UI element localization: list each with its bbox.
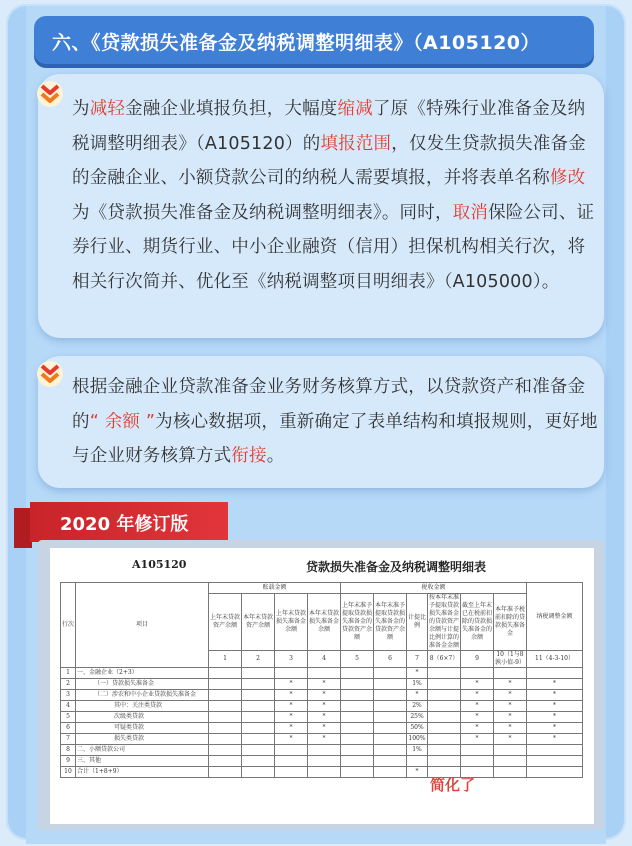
table-cell bbox=[209, 756, 242, 767]
table-cell: * bbox=[308, 723, 341, 734]
row-item: 可疑类贷款 bbox=[76, 723, 209, 734]
double-chevron-down-icon bbox=[36, 80, 64, 108]
table-row bbox=[61, 767, 583, 778]
header-tax: 税收金额 bbox=[341, 583, 527, 594]
table-cell: 50% bbox=[407, 723, 428, 734]
table-cell bbox=[428, 701, 461, 712]
table-cell: * bbox=[407, 690, 428, 701]
row-item: （二）涉农和中小企业贷款损失准备金 bbox=[76, 690, 209, 701]
table-cell bbox=[527, 668, 583, 679]
table-row bbox=[61, 712, 583, 723]
table-row bbox=[61, 701, 583, 712]
column-number: 11（4-3-10） bbox=[527, 651, 583, 668]
table-cell bbox=[242, 668, 275, 679]
table-cell: * bbox=[308, 734, 341, 745]
table-cell bbox=[308, 668, 341, 679]
table-cell: * bbox=[494, 734, 527, 745]
highlight-text: 衔接 bbox=[231, 446, 267, 466]
table-cell: * bbox=[494, 690, 527, 701]
table-cell: * bbox=[308, 679, 341, 690]
row-number: 4 bbox=[61, 701, 76, 712]
header-item: 项目 bbox=[76, 583, 209, 668]
row-number: 6 bbox=[61, 723, 76, 734]
table-cell bbox=[341, 723, 374, 734]
column-number: 3 bbox=[275, 651, 308, 668]
table-cell bbox=[209, 745, 242, 756]
row-item: 损失类贷款 bbox=[76, 734, 209, 745]
row-number: 7 bbox=[61, 734, 76, 745]
table-cell bbox=[209, 668, 242, 679]
row-item: 次级类贷款 bbox=[76, 712, 209, 723]
table-cell bbox=[242, 756, 275, 767]
table-row bbox=[61, 745, 583, 756]
table-cell bbox=[374, 767, 407, 778]
table-cell bbox=[428, 668, 461, 679]
column-number: 4 bbox=[308, 651, 341, 668]
column-header: 上年末贷款损失准备金余额 bbox=[275, 594, 308, 651]
column-number: 7 bbox=[407, 651, 428, 668]
double-chevron-down-icon bbox=[36, 360, 64, 388]
table-cell: * bbox=[461, 701, 494, 712]
table-cell bbox=[275, 767, 308, 778]
table-cell bbox=[341, 690, 374, 701]
table-row bbox=[61, 690, 583, 701]
table-row bbox=[61, 668, 583, 679]
table-cell: * bbox=[308, 690, 341, 701]
table-cell bbox=[428, 712, 461, 723]
highlight-text: 取消 bbox=[452, 202, 489, 223]
table-cell bbox=[428, 723, 461, 734]
table-cell: * bbox=[494, 679, 527, 690]
table-cell: 1% bbox=[407, 745, 428, 756]
highlight-text: 填报范围 bbox=[320, 133, 392, 154]
body-text: 了原《特殊行业准备金及纳税调整明细表》（A105120）的 bbox=[72, 99, 586, 154]
point-2-text bbox=[72, 370, 598, 474]
table-cell bbox=[209, 767, 242, 778]
table-cell: * bbox=[275, 712, 308, 723]
table-cell bbox=[242, 723, 275, 734]
table-cell bbox=[209, 701, 242, 712]
table-cell bbox=[242, 745, 275, 756]
table-cell: * bbox=[527, 712, 583, 723]
table-cell: * bbox=[527, 701, 583, 712]
column-header: 上年末准予提取贷款损失准备金的贷款资产余额 bbox=[341, 594, 374, 651]
highlight-text: 减轻 bbox=[89, 99, 126, 119]
table-cell bbox=[527, 756, 583, 767]
table-cell bbox=[209, 723, 242, 734]
table-cell bbox=[341, 745, 374, 756]
column-header: 本年准予税前扣除的贷款损失准备金 bbox=[494, 594, 527, 651]
table-cell: * bbox=[494, 712, 527, 723]
column-number: 10（1与8孰小值-9） bbox=[495, 651, 525, 666]
row-item: （一）贷款损失准备金 bbox=[76, 679, 209, 690]
body-text: 为《贷款损失准备金及纳税调整明细表》。同时， bbox=[72, 202, 453, 223]
table-cell bbox=[341, 712, 374, 723]
column-header: 本年末贷款资产余额 bbox=[242, 594, 275, 651]
highlight-text: 修改 bbox=[549, 168, 586, 188]
year-badge-label: 2020 年修订版 bbox=[60, 514, 189, 535]
column-header: 本年末贷款损失准备金余额 bbox=[308, 594, 341, 651]
table-cell bbox=[308, 745, 341, 756]
form-document bbox=[50, 548, 594, 824]
row-number: 5 bbox=[61, 712, 76, 723]
body-text: 根据金融企业贷款准备金业务财务核算方式，以贷款资产和准备金的 bbox=[72, 377, 586, 432]
table-row bbox=[61, 734, 583, 745]
table-cell bbox=[428, 756, 461, 767]
table-cell bbox=[428, 734, 461, 745]
annotation-simplified: 简化了 bbox=[430, 776, 476, 794]
header-book: 账载金额 bbox=[209, 583, 341, 594]
table-cell bbox=[428, 745, 461, 756]
column-number: 2 bbox=[242, 651, 275, 668]
table-cell bbox=[341, 701, 374, 712]
row-number: 3 bbox=[61, 690, 76, 701]
table-cell: * bbox=[461, 723, 494, 734]
table-cell bbox=[461, 756, 494, 767]
table-cell bbox=[242, 734, 275, 745]
table-cell: * bbox=[407, 668, 428, 679]
table-cell bbox=[308, 756, 341, 767]
table-cell bbox=[527, 745, 583, 756]
table-cell bbox=[374, 668, 407, 679]
highlight-text: 缩减 bbox=[337, 99, 373, 119]
table-cell: * bbox=[275, 679, 308, 690]
table-row bbox=[61, 679, 583, 690]
header-row-no: 行次 bbox=[61, 583, 76, 668]
table-cell bbox=[374, 701, 407, 712]
table-cell: * bbox=[527, 734, 583, 745]
table-cell bbox=[209, 679, 242, 690]
form-title: 贷款损失准备金及纳税调整明细表 bbox=[306, 560, 487, 574]
column-number: 1 bbox=[209, 651, 242, 668]
table-cell: * bbox=[275, 723, 308, 734]
table-cell bbox=[374, 745, 407, 756]
table-cell bbox=[461, 745, 494, 756]
table-cell: 2% bbox=[407, 701, 428, 712]
table-cell bbox=[428, 679, 461, 690]
table-cell: 1% bbox=[407, 679, 428, 690]
table-cell bbox=[242, 690, 275, 701]
column-number: 6 bbox=[374, 651, 407, 668]
table-cell bbox=[527, 767, 583, 778]
table-cell bbox=[374, 756, 407, 767]
body-text: 为 bbox=[72, 99, 90, 119]
year-badge bbox=[30, 502, 228, 542]
table-cell bbox=[341, 679, 374, 690]
body-text: 为核心数据项，重新确定了表单结构和填报规则，更好地与企业财务核算方式 bbox=[72, 411, 598, 466]
table-cell: * bbox=[527, 723, 583, 734]
table-cell bbox=[494, 767, 527, 778]
column-header: 计提比例 bbox=[407, 594, 428, 651]
table-cell bbox=[494, 756, 527, 767]
row-number: 2 bbox=[61, 679, 76, 690]
table-cell bbox=[374, 690, 407, 701]
body-text: 保险公司、证券行业、期货行业、中小企业融资（信用）担保机构相关行次，将相关行次简并、优化至《纳税调整项目明细表》（A105000）。 bbox=[72, 202, 595, 292]
table-cell bbox=[242, 701, 275, 712]
table-cell bbox=[242, 679, 275, 690]
section-title-bar bbox=[34, 16, 594, 64]
column-number: 5 bbox=[341, 651, 374, 668]
table-cell bbox=[275, 745, 308, 756]
column-header: 本年末准予提取贷款损失准备金的贷款资产余额 bbox=[374, 594, 407, 651]
table-cell bbox=[209, 712, 242, 723]
table-cell: * bbox=[461, 734, 494, 745]
table-cell bbox=[242, 712, 275, 723]
body-text: 。 bbox=[266, 446, 285, 466]
table-cell bbox=[494, 745, 527, 756]
table-cell: 100% bbox=[407, 734, 428, 745]
row-item: 二、小额贷款公司 bbox=[76, 745, 209, 756]
header-adjust: 纳税调整金额 bbox=[527, 583, 583, 651]
table-cell: * bbox=[275, 690, 308, 701]
table-cell: * bbox=[407, 767, 428, 778]
column-number: 9 bbox=[461, 651, 494, 668]
table-row bbox=[61, 723, 583, 734]
table-cell bbox=[275, 756, 308, 767]
table-cell: * bbox=[494, 723, 527, 734]
form-code: A105120 bbox=[132, 558, 187, 571]
table-cell bbox=[428, 690, 461, 701]
table-cell bbox=[341, 668, 374, 679]
highlight-text: “ 余额 ” bbox=[89, 411, 156, 432]
body-text: ，仅发生贷款损失准备金的金融企业、小额贷款公司的纳税人需要填报，并将表单名称 bbox=[72, 133, 586, 188]
table-cell: * bbox=[308, 701, 341, 712]
table-cell bbox=[341, 756, 374, 767]
table-cell: * bbox=[461, 690, 494, 701]
row-number: 10 bbox=[61, 767, 76, 778]
table-cell bbox=[494, 668, 527, 679]
table-cell bbox=[374, 712, 407, 723]
table-cell: * bbox=[494, 701, 527, 712]
table-cell bbox=[275, 668, 308, 679]
table-cell: * bbox=[527, 690, 583, 701]
column-header: 按本年末准予提取贷款损失准备金的贷款资产余额与计提比例计算的准备金金额 bbox=[429, 594, 460, 649]
table-cell bbox=[461, 668, 494, 679]
column-number: 8（6×7） bbox=[428, 651, 461, 668]
table-cell bbox=[308, 767, 341, 778]
table-cell: * bbox=[275, 734, 308, 745]
row-number: 8 bbox=[61, 745, 76, 756]
row-number: 1 bbox=[61, 668, 76, 679]
row-number: 9 bbox=[61, 756, 76, 767]
table-cell bbox=[209, 690, 242, 701]
form-table bbox=[60, 582, 583, 778]
point-1-text bbox=[72, 92, 598, 299]
row-item: 一、金融企业（2+3） bbox=[76, 668, 209, 679]
table-cell bbox=[407, 756, 428, 767]
row-item: 三、其他 bbox=[76, 756, 209, 767]
column-header: 截至上年末已在税前扣除的贷款损失准备金的余额 bbox=[461, 594, 494, 651]
body-text: 金融企业填报负担，大幅度 bbox=[125, 99, 338, 119]
table-cell bbox=[374, 723, 407, 734]
table-cell bbox=[374, 679, 407, 690]
column-header: 上年末贷款资产余额 bbox=[209, 594, 242, 651]
table-row bbox=[61, 756, 583, 767]
row-item: 合计（1+8+9） bbox=[76, 767, 209, 778]
table-cell: * bbox=[527, 679, 583, 690]
section-title: 六、《贷款损失准备金及纳税调整明细表》（A105120） bbox=[52, 32, 541, 54]
table-cell: * bbox=[461, 712, 494, 723]
table-cell: * bbox=[461, 679, 494, 690]
table-cell bbox=[374, 734, 407, 745]
table-cell bbox=[341, 734, 374, 745]
table-cell bbox=[341, 767, 374, 778]
table-cell: * bbox=[308, 712, 341, 723]
table-cell bbox=[242, 767, 275, 778]
table-cell: * bbox=[275, 701, 308, 712]
row-item: 其中：关注类贷款 bbox=[76, 701, 209, 712]
table-cell: 25% bbox=[407, 712, 428, 723]
table-cell bbox=[209, 734, 242, 745]
